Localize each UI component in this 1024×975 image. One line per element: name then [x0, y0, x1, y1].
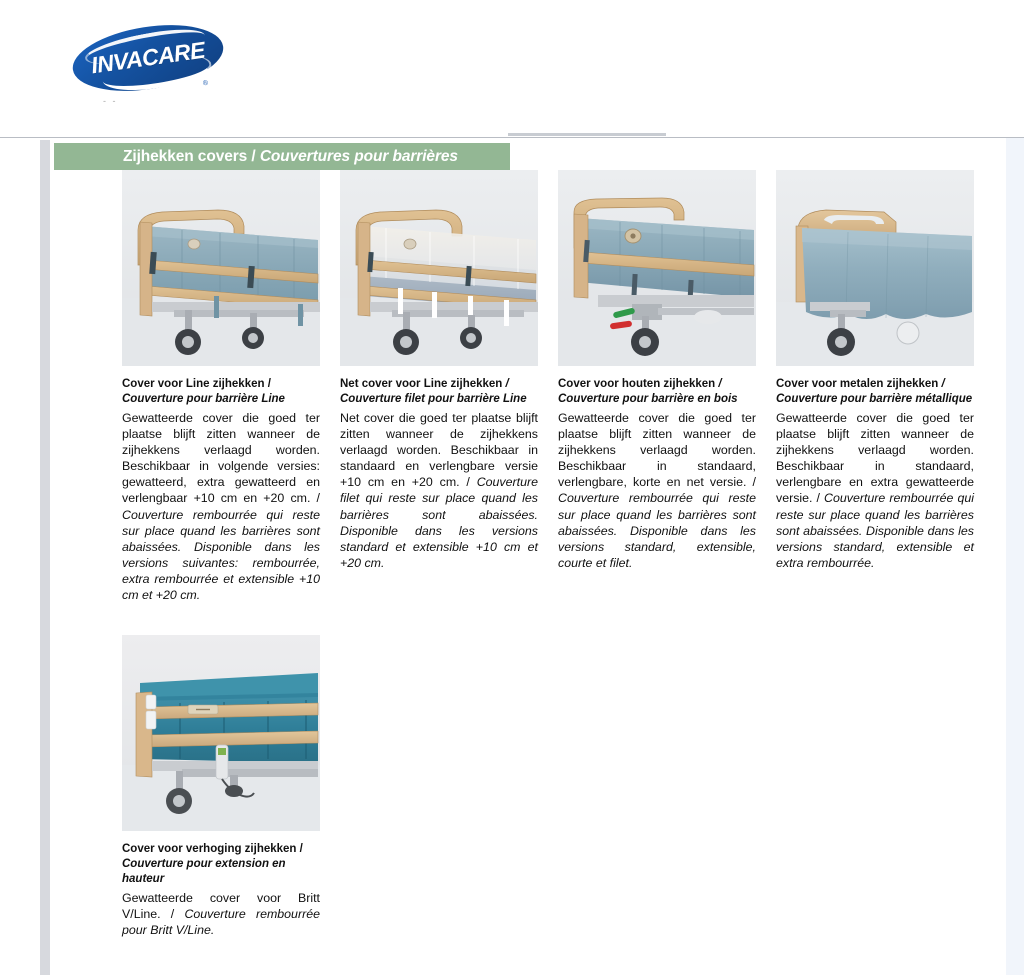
product-title-nl: Cover voor verhoging zijhekken /	[122, 843, 303, 856]
product-title-nl: Cover voor houten zijhekken	[558, 378, 716, 390]
invacare-logo	[72, 27, 224, 89]
line-side-rail-quilted-cover-photo	[122, 170, 320, 366]
product-title-nl: Cover voor Line zijhekken /	[122, 378, 271, 390]
product-description	[122, 890, 320, 938]
line-side-rail-net-cover-photo	[340, 170, 538, 366]
product-card	[122, 635, 320, 938]
right-page-gutter	[1006, 138, 1024, 975]
top-rule-divider	[0, 137, 1024, 138]
product-description-nl: Net cover die goed ter plaatse blijft zitten wanneer de zijhekkens verlaagd worden. Beschikbaar in standaard en verlengbare versie +10 cm en +20 cm. /	[340, 411, 538, 490]
product-card	[776, 170, 974, 603]
metal-side-rail-cover-photo	[776, 170, 974, 366]
product-title	[122, 377, 320, 407]
product-description	[340, 410, 538, 571]
product-description-fr: Couverture rembourrée qui reste sur place quand les barrières sont abaissées. Disponible dans les versions standard, extensible et extra rembourrée.	[776, 491, 974, 570]
product-title	[122, 842, 320, 887]
product-title-fr: / Couverture pour barrière métallique	[776, 378, 973, 405]
product-title-fr: Couverture pour extension en hauteur	[122, 858, 286, 886]
product-description-nl: Gewatteerde cover die goed ter plaatse blijft zitten wanneer de zijhekkens verlaagd worden. Beschikbaar in volgende versies: gewatteerd, extra gewatteerd en verlengbaar +10 cm en +20 cm. /	[122, 411, 320, 506]
logo-wordmark: INVACARE	[89, 36, 207, 79]
section-heading-bar	[54, 143, 510, 170]
logo-scan-artifact: - -	[103, 96, 118, 105]
product-title-nl: Cover voor metalen zijhekken	[776, 378, 939, 390]
product-title-fr: / Couverture filet pour barrière Line	[340, 378, 527, 405]
product-title-nl: Net cover voor Line zijhekken	[340, 378, 503, 390]
product-description	[776, 410, 974, 571]
product-title	[340, 377, 538, 407]
height-extension-side-rail-cover-photo	[122, 635, 320, 831]
product-description-fr: Couverture filet qui reste sur place quand les barrières sont abaissées. Disponible dans les versions standard et extensible +10 cm et +20 cm.	[340, 475, 538, 570]
wooden-side-rail-cover-photo	[558, 170, 756, 366]
brand-header	[0, 0, 1024, 137]
section-heading-separator: /	[247, 147, 260, 165]
product-title	[558, 377, 756, 407]
product-title-fr: / Couverture pour barrière en bois	[558, 378, 738, 405]
product-title-fr: Couverture pour barrière Line	[122, 393, 285, 405]
product-title	[776, 377, 974, 407]
section-heading-nl: Zijhekken covers	[123, 147, 248, 165]
product-card	[122, 170, 320, 603]
product-description-nl: Gewatteerde cover die goed ter plaatse blijft zitten wanneer de zijhekkens verlaagd worden. Beschikbaar in standaard, verlengbare en extra gewatteerde versie. /	[776, 411, 974, 506]
top-rule-partial	[508, 133, 666, 136]
product-grid	[122, 170, 992, 938]
product-description	[122, 410, 320, 603]
product-description-fr: Couverture rembourrée pour Britt V/Line.	[122, 907, 320, 938]
product-description	[558, 410, 756, 571]
logo-registered-mark: ®	[202, 79, 209, 88]
product-row-2	[122, 635, 992, 938]
product-description-fr: Couverture rembourrée qui reste sur place quand les barrières sont abaissées. Disponible dans les versions standard, extensible, courte et filet.	[558, 491, 756, 570]
product-description-nl: Gewatteerde cover voor Britt V/Line. /	[122, 891, 320, 922]
product-card	[558, 170, 756, 603]
left-page-gutter	[40, 140, 50, 975]
section-heading-fr: Couvertures pour barrières	[259, 147, 458, 165]
product-description-fr: Couverture rembourrée qui reste sur place quand les barrières sont abaissées. Disponible dans les versions suivantes: rembourrée, extra rembourrée et extensible +10 cm et +20 cm.	[122, 507, 320, 603]
product-description-nl: Gewatteerde cover die goed ter plaatse blijft zitten wanneer de zijhekkens verlaagd worden. Beschikbaar in standaard, verlengbare, korte en net versie. /	[558, 411, 756, 490]
product-row-1	[122, 170, 992, 603]
section-heading-text	[123, 148, 458, 166]
product-card	[340, 170, 538, 603]
